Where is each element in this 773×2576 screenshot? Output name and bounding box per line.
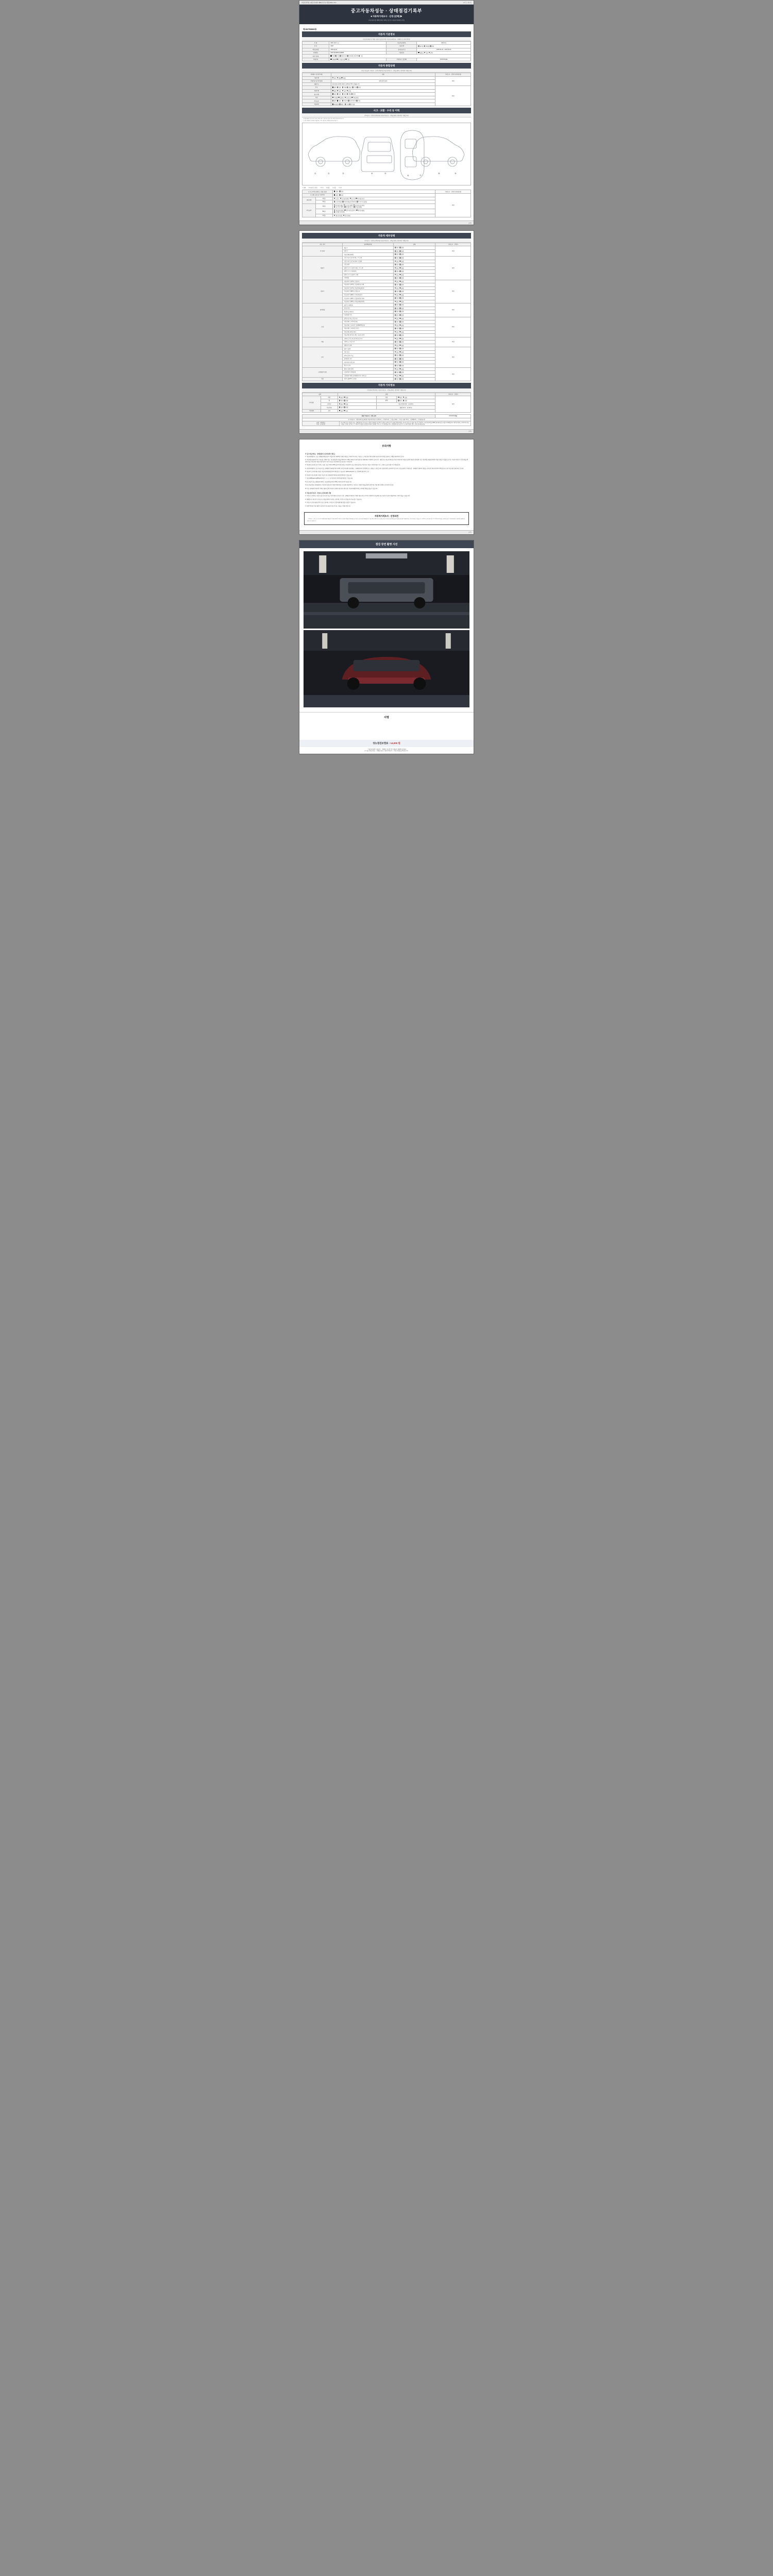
table-row <box>303 421 471 426</box>
part-label: 작동상태 | 타이로드엔드 및 볼 조인트 <box>343 334 393 337</box>
part-label: 클러치 어셈블리 <box>343 303 393 307</box>
state-opts: 양호 불량 <box>393 354 435 358</box>
group-transmission: 변속기 <box>303 280 343 303</box>
other-info-table <box>302 393 471 413</box>
state-opts: 양호 불량 <box>393 320 435 324</box>
legend-item: U 요철 <box>332 188 336 189</box>
footer-line-1: 「자동차관리법 시행규칙」 제120조 및 같은 법 시행규칙 제120조에 따라 <box>367 748 406 750</box>
page-title: 중고자동차성능 · 상태점검기록부 <box>350 8 423 13</box>
state-opts: 양호 불량 <box>393 277 435 280</box>
part-label: 브레이크 마스터 실린더오일 누유 <box>343 337 393 341</box>
col-other-item: 항목 <box>303 393 338 396</box>
col-content: 내용 <box>331 73 435 76</box>
col-device: 주요 장치 <box>303 243 343 246</box>
page-footer-1 <box>299 221 474 225</box>
rank-2-items: 5.루프패널 6.쿼터패널(리어펜더) 7.사이드실패널 <box>332 200 435 204</box>
sub-major: 주요부품 <box>321 406 338 410</box>
part-label: 배력장치 상태 <box>343 344 393 347</box>
price-opinion-body: 「가격조사 · 산정」은 소비자가 매매차량을 매입하기 전에 차량의 가격조사·산정을 의뢰한 경우에만 실시하며, 중고자동차 매매업자가 자동차의 가격을 조사·산정한 것이 아니며 산정금액은 참고자료일 뿐 실제 거래금액과는 차이가 있을 수 있습니다. 가격조사·산정 결과 및 근거 가격조사의 권한 구체적인 참고 사항에 대하여 구체적인 설명에 유의하시기 바랍니다. <box>307 519 465 522</box>
row-value-purpose: 없음 있음 렌트 영업 관용 <box>331 93 435 96</box>
group-engine: 원동기 <box>303 256 343 280</box>
row-value-recall: 해당없음 해당 이행 미이행 <box>331 103 435 106</box>
row-value-emission: 일산화탄소(CO) 탄화수소(HC) 0.7%, 1.0ppm, % <box>331 83 435 86</box>
section-accident-sub: (가격조사 · 산정자 및 확인사항 자동차가격조사 · 산정을 원하는 경우에만 기재합니다) <box>302 113 471 117</box>
parts-head-val: 없음 있음 <box>332 194 435 197</box>
section-other-sub: (가) 항목은 확인하신 자동차가격조사 · 산정을 원하는 경우에만 기재합니다) <box>302 388 471 393</box>
row-value-mileage: 현재 (계기) km <box>331 80 435 83</box>
state-wheel: 양호 불량 <box>338 399 376 403</box>
inspection-photo-1[interactable] <box>304 551 469 629</box>
section-other-title: 자동차 기타정보 <box>302 383 471 388</box>
state-tire: 양호 불량 <box>338 402 376 406</box>
car-diagram-svg <box>304 125 469 182</box>
state-interior: 양호 불량 <box>397 396 435 399</box>
row-value-special: 없음 있음 침수 화재 <box>331 89 435 93</box>
svg-text:①: ① <box>314 172 316 175</box>
part-label: 와이퍼 정지 기능 <box>343 354 393 358</box>
state-opts: 양호 불량 <box>393 290 435 294</box>
grade-self: 적정 <box>435 246 471 257</box>
grade-engine: 적정 <box>435 256 471 280</box>
insurance-fee-row <box>299 740 474 747</box>
state-opts: 양호 불량 <box>393 317 435 320</box>
state-opts: 양호 불량 <box>393 327 435 331</box>
basic-info-table <box>302 41 471 61</box>
section-basic-info-sub: (자동차등록증에 기재된 사항과 동일여부 확인·자동차등록번호판 · 차대번호 등 인터넷 확인) <box>302 37 471 41</box>
value-first-reg: 2026-02-03 <box>329 48 386 51</box>
notice-item: 7. 자동차365(www.car365.go.kr)에서 ◇◇◇◇ 및 자동차의 이력정보를 확인할 수 있습니다. <box>305 478 353 480</box>
document-number: 제 2627503832호 <box>303 28 317 30</box>
rank-b-items: 14.플로어패널 15.트렁크플로어 16.리어패널 17.패키지트레이 <box>332 209 435 214</box>
row-label-usage: 사용이력 <box>303 76 331 80</box>
photo-1-graphic <box>304 551 469 629</box>
price-left-2: 가격 · 조사산정 <box>316 423 325 425</box>
notice-item-2: 4. 특별기재사항 기재 내용은 자동차의 가치 판단에 참고가 되는 사항을 기재한 것입니다. <box>305 505 351 507</box>
legal-note: (자동차관리법 제58조제1항·제4항, 같은 법 시행규칙 제120조 관련) <box>368 20 405 21</box>
group-steering: 조향 <box>303 317 343 337</box>
part-label: 동력조향 작동 오일 누유 <box>343 317 393 320</box>
sub-window: 윈도우(앞 좌/우 · 뒤 좌/우) <box>376 402 435 406</box>
sub-possess: 보유 <box>321 409 338 413</box>
label-mileage: 주행거리 <box>303 58 329 61</box>
grade-power: 적정 <box>435 303 471 317</box>
legend-item: T 손상 <box>338 188 342 189</box>
page-footer-2 <box>299 429 474 433</box>
notice-item-2: 3. 가격조사·산정 내용에 이의가 있는 경우에는 가격조사·산정자에게 재산정을 요청할 수 있습니다. <box>305 502 356 504</box>
state-opts: 양호 불량 <box>393 350 435 354</box>
state-opts: 양호 불량 <box>393 307 435 310</box>
legend-item: W 판금 또는 용접 <box>308 188 317 189</box>
label-first-reg: 최초등록일 <box>303 48 329 51</box>
grade-elec: 적정 <box>435 347 471 367</box>
label-transmission: 변속기종류 <box>303 55 329 58</box>
state-opts: 양호 불량 <box>393 286 435 290</box>
group-electric: 전기 <box>303 347 343 367</box>
rank-c-items: 18.루프레일 19.프레임 <box>332 214 435 217</box>
part-label: 작동상태(공회전) <box>343 253 393 257</box>
notice-heading-2: ※ 자동차가격조사 · 산정의 보증에 관한 사항 <box>305 493 331 495</box>
page-number-3: (3쪽) <box>468 532 472 534</box>
section-overall-sub: (주요 주요골격, 가격조사 · 산정자 확인사항 자동차가격조사 · 산정을 원하는 경우에만 기재합니다) <box>302 69 471 73</box>
grade-trans: 적정 <box>435 280 471 303</box>
subtitle: ■ 자동차가격조사 · 산정 (선택) ▶ <box>371 15 402 18</box>
rank-a: A랭크 <box>316 204 333 209</box>
fee-label: 성능점검보험료 : <box>373 741 390 744</box>
final-price-title: 최종 가격조사 · 산정 금액 <box>303 415 435 418</box>
svg-text:⑥: ⑥ <box>407 174 409 177</box>
page-number-2: (3쪽) <box>468 431 472 433</box>
state-opts: 양호 불량 <box>393 246 435 250</box>
row-label-recall: 리콜대상 <box>303 103 331 106</box>
signature-area[interactable] <box>299 721 474 740</box>
state-polish: 양호 불량 <box>397 399 435 403</box>
svg-text:⑦: ⑦ <box>419 174 422 177</box>
value-inspection-period: 2026-02-03 ~ 2031-02-02 <box>417 48 471 51</box>
group-self-diagnosis: 자기진단 <box>303 246 343 257</box>
section-detail-sub: (가격조사 · 산정자 및 확인사항 자동차가격조사 · 산정을 원하는 경우에만 기재합니다) <box>302 239 471 243</box>
part-label: 수동변속기 (M/T) | 작동상태(공회전) <box>343 300 393 303</box>
part-label: 등속조인트 <box>343 307 393 310</box>
part-label: 냉각수 누수 | 실린더 헤드 / 가스켓 <box>343 266 393 270</box>
value-plate: 132가4호 <box>417 42 471 45</box>
rank-1-items: 1.후드 2.프론트펜더 3.도어 4.트렁크리드 <box>332 197 435 200</box>
svg-text:⑨: ⑨ <box>455 172 457 175</box>
value-car-name: G90 (제네시스) <box>329 42 386 45</box>
value-transmission: 자동 수동 세미오토 무단변속기(CVT) 기타 <box>329 55 471 58</box>
notice-item: 4. 자동차매매업자는 중고자동차 성능·상태점검기록부를 매수인에게 교부할 때 현행 자동차양도 · 상태점검자의 보증범위 또는 교환을 고시를 합니다. 점검자에게 교부하여야 합니다. 및 성능점검인 기재한사항 · 상태점검기록부의 내용을 교부(교부 제시)에 의하여 확인합니다. 또한 자동차를 공표된다고 합니다. <box>305 468 464 469</box>
rank-c: C랭크 <box>316 214 333 217</box>
state-opts: 양호 불량 <box>393 334 435 337</box>
part-label: 오일 누유 | 실린더 헤드 / 가스켓 <box>343 256 393 260</box>
part-label: 윈도우 모터 <box>343 364 393 367</box>
state-opts: 양호 불량 <box>393 378 435 381</box>
state-opts: 양호 불량 <box>393 280 435 283</box>
part-label: 추진축 및 베어링 <box>343 310 393 314</box>
col-grade2: 가격조사 · 산정자 <box>435 243 471 246</box>
value-usage: 대여용 영업용 관용 <box>417 45 471 48</box>
part-label: 오일 유량 <box>343 263 393 267</box>
label-usage: 사용이력 <box>386 45 417 48</box>
price-opts: ※ 가격조사 · 산정자에 성능점검인 자동차가격조사·산정자 ( ) 기준가격 ( ) 성능·상태 ( ) 사고·교환·수리 ( ) 선택품목 ( ) 가감점조정 <box>303 418 471 421</box>
state-opts: 양호 불량 <box>393 314 435 317</box>
col-grade: 가격조사 · 산정자 평가(감점) <box>435 73 471 76</box>
value-year: 2026 <box>329 45 386 48</box>
state-opts: 양호 불량 <box>393 364 435 367</box>
value-fuel: 휘발유 경유 LPG <box>417 51 471 55</box>
svg-text:⑤: ⑤ <box>384 172 386 175</box>
state-opts: 양호 불량 <box>393 256 435 260</box>
row-label-mileage: 주행거리 및 계기상태 <box>303 80 331 83</box>
part-label: 작동상태 | 파워크랭크 <box>343 330 393 334</box>
sub-interior: 내장 <box>376 396 396 399</box>
value-mileage-type: GAWR 주 보증수량 기타 <box>329 58 386 61</box>
state-opts: 양호 불량 <box>393 374 435 378</box>
state-opts: 양호 불량 <box>393 357 435 361</box>
grade-brake: 적정 <box>435 337 471 347</box>
overall-table <box>302 73 471 106</box>
label-fuel: 사용연료 <box>386 51 417 55</box>
final-price-value: 0 0 0 0 0 만원 <box>435 415 471 418</box>
part-label: 연료누출(LP가스포함) <box>343 378 393 381</box>
state-opts: 양호 불량 <box>393 263 435 267</box>
notice-item-2: 2. 매매업자는 매수인이 가격조사·산정을 원하지 아니하는 경우에는 가격조사·산정을 하지 아니할 수 있습니다. <box>305 499 362 500</box>
price-left-1: 금액 · 내부검사 <box>316 421 325 423</box>
grade-2: 적정 <box>435 86 471 106</box>
sub-exterior: 외장 <box>321 396 338 399</box>
sub-polish: 광택 <box>376 399 396 403</box>
state-opts: 양호 불량 <box>393 361 435 364</box>
sub-wheel2: 휠(앞 좌/우 · 뒤 좌/우) <box>376 406 435 410</box>
accident-grade: 적정 <box>435 194 471 217</box>
label-year: 연 식 <box>303 45 329 48</box>
damage-diagram[interactable] <box>302 123 471 185</box>
sheet-4-photos <box>299 540 474 754</box>
section-detail-title: 자동차 세부상태 <box>302 233 471 239</box>
state-opts: 양호 불량 <box>393 367 435 371</box>
notice-heading-1: ※ 중고자동차성능 · 상태점검의 보증에 관한 사항 등 <box>305 453 335 455</box>
accident-question: ※ 사고이력 (보험사고 내용 포함) <box>303 190 333 194</box>
notice-item: 5. 자동차의 소유에 대한 사항은 자동차등록원부를 통하여 확인할 수 있습니다. (www.ecar.go.kr 또는 정부24 민원서비스 등) <box>305 471 369 473</box>
group-powertrain: 동력전달 <box>303 303 343 317</box>
accident-note-2: ※ 하단 상태표시 항목에 기준(단위), 기타 자동차는 상태에 따라 표기합니다. <box>303 121 339 122</box>
accident-answer: 없음 있음 <box>332 190 435 194</box>
notice-item: 9. 중고자동차성능·상태점검자는 자동차가 점검 전 본 점검자에게 제공 구조변경, 특별이력 등 거짓 또는 과장된 내용을 발견한 경우에는 이를 매수인에게 고지하여야 합니다. <box>305 485 394 486</box>
label-plate: 자동차등록번호 <box>386 42 417 45</box>
accident-history-table <box>302 190 471 217</box>
sub-tire: 타이어 <box>321 402 338 406</box>
part-label: 브레이크 오일 누유 <box>343 341 393 344</box>
grade-1: 적정 <box>435 76 471 86</box>
rank-a-items: 8.프론트패널 9.크로스멤버 10.인사이드패널 11.사이드멤버 12.휠하우스 13.대쉬패널 <box>332 204 435 209</box>
state-opts: 양호 불량 <box>393 249 435 253</box>
sub-wheel: 휠 <box>321 399 338 403</box>
state-opts: 양호 불량 <box>393 297 435 300</box>
row-repair-needed: 수리필요 <box>303 396 321 409</box>
section-accident-title: 사고 · 교환 · 수리 등 이력 <box>302 108 471 113</box>
title-banner <box>299 5 474 24</box>
notice-item: 6. 자동차의 성능에 대한 사항은 자동차 성능·상태점검기록부를 통하여 확인할 수 있습니다. <box>305 474 352 476</box>
part-label: 변속기 <box>343 249 393 253</box>
state-opts: 양호 불량 <box>393 253 435 257</box>
part-label: 수동변속기 (M/T) | 오일유량 및 상태 <box>343 297 393 300</box>
section-basic-info-title: 자동차 기본정보 <box>302 31 471 37</box>
part-label: 시동 모터 <box>343 350 393 354</box>
legend-item: A 흠집 <box>326 188 330 189</box>
document-page <box>0 0 773 770</box>
state-opts: 양호 불량 <box>393 283 435 287</box>
detail-state-table <box>302 243 471 381</box>
notice-item: 1. 자동차매매업자는 성능·상태점검책임보험이 가입된 경우 제2쪽에 기재한 내용을 고지하지 아니하고 거짓으로 고지할 경우 매수인에게 자동차 관리기본법 보장하는 손해를 배상하여야 합니다. <box>305 456 405 457</box>
state-opts: 양호 불량 <box>393 293 435 297</box>
row-label-options: 주요옵션 <box>303 99 331 103</box>
footer-line-2: [ 1 ] 중고자동차성능 · 상태를 점검, [ 자동차가격조사 · 산정 ] 하였음을 확인합니다. <box>364 750 409 752</box>
part-label: 자동변속기 (A/T) | 오일유량 및 상태 <box>343 283 393 287</box>
part-label: 냉각수 누수 | 냉각수 수량 <box>343 273 393 277</box>
inspection-photo-2[interactable] <box>304 630 469 707</box>
notice-item: 10. 성능·상태점검기록부에 기재한 내용과 실제 자동차의 상태가 다른 경우 매수인은 자동차매매업자에게 그에 대한 책임을 물을 수 있습니다. <box>305 488 378 489</box>
row-label-purpose: 용도변경 <box>303 93 331 96</box>
notice-item: 8. 중고자동차 성능·상태점검기록부는 성능점검일로부터 120일 이내에 한하여 유효합니다. <box>305 481 352 483</box>
row-label-tuning: 튜닝 <box>303 86 331 90</box>
state-opts: 양호 불량 <box>393 341 435 344</box>
section-overall-title: 자동차 종합상태 <box>302 63 471 69</box>
price-opinion-title: 자동차가격조사 · 산정의견 <box>374 515 399 518</box>
page-number-1: (3쪽) <box>468 222 472 224</box>
row-label-emission: 배출가스 <box>303 83 331 86</box>
part-label: 작동상태 | 스티어링 펌프 <box>343 320 393 324</box>
state-opts: 양호 불량 <box>393 310 435 314</box>
state-opts: 양호 불량 <box>393 344 435 347</box>
col-part: 항목/해당부품 <box>343 243 393 246</box>
sheet-1 <box>299 0 474 225</box>
grade-other: 적정 <box>435 396 471 413</box>
rank-2: 2랭크 <box>316 200 333 204</box>
photo-2-graphic <box>304 630 469 707</box>
state-opts: 양호 불량 <box>393 300 435 303</box>
rank-b: B랭크 <box>316 209 333 214</box>
part-label: 충전구 절연 상태 <box>343 367 393 371</box>
label-car-name: 차 명 <box>303 42 329 45</box>
accident-note-1: ※ (판금 또는 용접 수리가 있는 경우) 교환 · 판금 등이 있는 경우 해당 부위에 표기합니다. <box>303 118 344 120</box>
diagram-legend <box>302 185 471 190</box>
part-label: 자동변속기 (A/T) | 작동상태(공회전) <box>343 286 393 290</box>
part-label: 오일 누유 | 실린더 블록 / 오일팬 <box>343 260 393 263</box>
price-opinion-box <box>304 512 469 524</box>
part-label: 작동상태 | 스티어링 기어(MDPS포함) <box>343 324 393 327</box>
value-mileage: 0 0 0 0 0 km <box>417 58 471 61</box>
state-major: 양호 불량 <box>338 406 376 410</box>
row-value-usage: 렌트 영업 관용 <box>331 76 435 80</box>
group-brake: 제동 <box>303 337 343 347</box>
photo-section-title: 점검 장면 촬영 사진 <box>299 540 474 548</box>
group-frame: 주요골격 <box>303 204 316 217</box>
state-opts: 양호 불량 <box>393 273 435 277</box>
state-exterior: 양호 불량 <box>338 396 376 399</box>
form-code: 자동차관리법 시행규칙 [별지 제82호서식] <개정 2021.1.15.> <box>301 2 337 4</box>
part-label: 냉각수 누수 | 워터펌프 <box>343 270 393 274</box>
notice-item-2: 1. 가격조사·산정자는 사용자 성능기준 등과 성능기준에 따라 가격조사·산정 · 상태점검기록부에 기재된 내용 등에 근거하여 산정하며 산정금액은 참고자료로서 실제 거래금액과는 차이가 있을 수 있습니다. <box>305 496 410 497</box>
price-body: 위 금액은 중고자동차 성능·상태점검 및 가격조사·산정의 결과를 참고하여 산정한 금액으로서 실제 거래금액과는 차이가 있을 수 있습니다. 본 기록부는 자동차관리법 제58조에 따라 중고자동차 매매업자가 매수인에게 고지하여야 하는 사항을 기재한 것이며, 이 기록부의 내용은 점검일 현재의 상태를 기준으로 작성되었습니다. 보증범위 및 보증기간 등 세부사항은 별도 보증서에 따릅니다. <box>339 421 470 426</box>
parts-head: ※ 교환, 판금 등 이상부위 <box>303 194 333 197</box>
col-item: 상태표시 및 평가내용 <box>303 73 331 76</box>
col-state: 상태 <box>393 243 435 246</box>
state-opts: 양호 불량 <box>393 260 435 263</box>
form-meta-strip <box>299 1 474 5</box>
state-opts: 양호 불량 <box>393 270 435 274</box>
value-vin: KMTHA51B07LD29905 <box>329 51 386 55</box>
state-opts: 양호 불량 <box>393 303 435 307</box>
row-value-color: 무채색 유채색 전부도색 색상변경 <box>331 96 435 99</box>
part-label: 자동변속기 (A/T) | 오일누유 <box>343 280 393 283</box>
row-value-tuning: 없음 있음 적법 불법 구조 장치 <box>331 86 435 90</box>
row-label-color: 색상 <box>303 96 331 99</box>
fee-value: 14,000 원 <box>390 741 400 744</box>
row-value-options: 없음 있음 썬루프 내비게이션 기타 <box>331 99 435 103</box>
part-label: 발전기 출력 <box>343 347 393 351</box>
col-other-state: 상태 <box>338 393 435 396</box>
svg-text:⑧: ⑧ <box>438 172 440 175</box>
grade-hv: 적정 <box>435 367 471 381</box>
footer-note <box>299 747 474 754</box>
notice-item: 2. 자동차양도대금(이자가 거짓 없는 상태가 있는 성능점검결과 내용을 확인하여 이해한 상태인지 점검·점검 및 거래에 따라 지정하여 납세 산정 · 내용 등) 등 매도인에게 중고자동차 매수인의 저당권 설정에 제공한 정비업체 기준, 자동차양도대금(인계하여 이를 산정할 수 있음)으로 하는 자동차가격조사·산정 내용을 확인하여 중고자동차에 기입한 각종자료의 기준이 되므로 보증 확인사항 참조하시기 바랍니다. <box>305 460 468 463</box>
part-label: 수동변속기 (M/T) | 기어변속장치 <box>343 293 393 297</box>
part-label: 작동상태 | 스티어링 조인트 <box>343 327 393 331</box>
notice-title: 유의사항 <box>382 444 391 447</box>
state-opts: 양호 불량 <box>393 371 435 375</box>
part-label: 고전원전기배선 상태(접속단자, 피복 등) <box>343 374 393 378</box>
legend-item: C 부식 <box>320 188 324 189</box>
price-left-label <box>303 421 340 426</box>
state-opts: 양호 불량 <box>393 330 435 334</box>
label-mileage-base: 주행거리 기준(계) <box>386 58 417 61</box>
page-indicator: (3쪽 중 제1쪽) <box>463 2 472 4</box>
label-inspection-period: 검사유효기간 <box>386 48 417 51</box>
state-possess: 없음 있음 <box>338 409 435 413</box>
notice-item: 3. 자동차(신규등록 보증기간이 도 있음, 성능기계의 1,000 킬로미터에 한하는) 이상경우의 성능·상태 보증에 근거합니다. 거래 시 하자에 대한 기간, 그 밖의 도급의 진행 기간 적용됩니다. <box>305 465 400 466</box>
row-label-special: 특별이력 <box>303 89 331 93</box>
page-footer-3 <box>299 530 474 534</box>
part-label: 커먼레일 <box>343 277 393 280</box>
part-label: 원동기 <box>343 246 393 250</box>
sheet-3-notice <box>299 439 474 535</box>
state-opts: 양호 불량 <box>393 337 435 341</box>
svg-text:④: ④ <box>371 172 373 175</box>
legend-item: X 교환 <box>303 188 306 189</box>
state-opts: 양호 불량 <box>393 324 435 327</box>
grade-col-head: 가격조사 · 산정자 평가(감점) <box>435 190 471 194</box>
state-opts: 양호 불량 <box>393 266 435 270</box>
group-hv: 고전원전기장치 <box>303 367 343 378</box>
final-price-table <box>302 414 471 426</box>
svg-text:②: ② <box>328 172 330 175</box>
signature-title: 서명 <box>299 712 474 721</box>
part-label: 디퍼렌셜 기어 <box>343 314 393 317</box>
part-label: 구동축전지 격리상태 <box>343 371 393 375</box>
row-basic-items: 기본품목 <box>303 409 321 413</box>
svg-text:③: ③ <box>342 172 344 175</box>
group-fuel: 연료 <box>303 378 343 381</box>
grade-steer: 적정 <box>435 317 471 337</box>
part-label: 라디에이터 팬 모터 <box>343 361 393 364</box>
group-outer: 외판부위 <box>303 197 316 204</box>
table-row <box>303 58 471 61</box>
sheet-2 <box>299 230 474 434</box>
part-label: 실내송풍 모터 <box>343 357 393 361</box>
rank-1: 1랭크 <box>316 197 333 200</box>
part-label: 수동변속기 (M/T) | 오일누유 <box>343 290 393 294</box>
label-vin: 차대번호 <box>303 51 329 55</box>
state-opts: 양호 불량 <box>393 347 435 351</box>
col-other-grade: 가격조사 · 산정자 <box>435 393 471 396</box>
